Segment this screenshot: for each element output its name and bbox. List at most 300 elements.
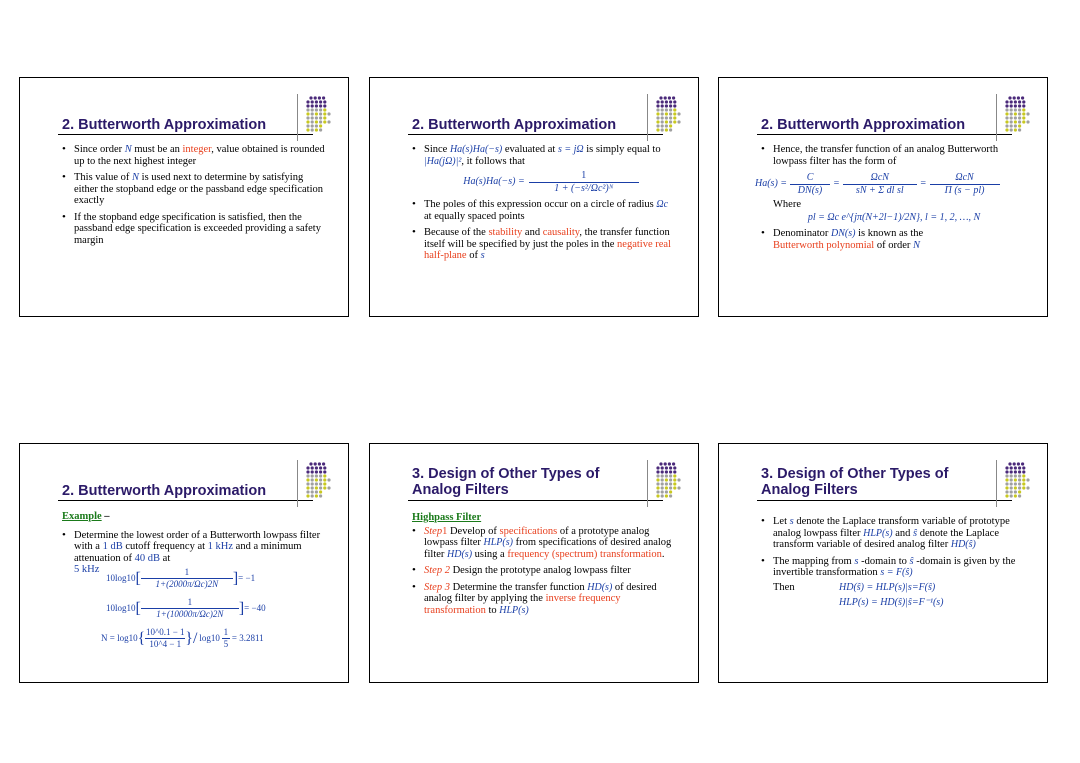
- logo-dot: [656, 466, 659, 469]
- logo-dot: [1022, 466, 1025, 469]
- logo-dot: [656, 116, 659, 119]
- logo-dot: [315, 478, 318, 481]
- logo-dot: [1018, 466, 1021, 469]
- logo-dot: [311, 128, 314, 131]
- logo-dot: [1014, 486, 1017, 489]
- dot-grid-logo: [655, 95, 685, 133]
- logo-dot: [314, 462, 317, 465]
- logo-dot: [1026, 120, 1029, 123]
- logo-dot: [323, 470, 326, 473]
- slide-3: [718, 77, 1048, 317]
- example-equations: [101, 566, 328, 651]
- logo-dot: [1022, 474, 1025, 477]
- bullet: • Let s denote the Laplace transform variable of prototype analog lowpass filter HLP(s) and ŝ denote the Laplace transform variable of desired analog filter HD(ŝ): [761, 516, 1027, 551]
- logo-dot: [677, 486, 680, 489]
- logo-dot: [1018, 112, 1021, 115]
- logo-dot: [1005, 494, 1008, 497]
- logo-dot: [311, 104, 314, 107]
- logo-dot: [1014, 494, 1017, 497]
- logo-dot: [673, 112, 676, 115]
- logo-dot: [311, 100, 314, 103]
- vertical-divider: [647, 460, 648, 507]
- bullet: • This value of N is used next to determine by satisfying either the stopband edge or the passband edge specification exactly: [62, 172, 328, 207]
- logo-dot: [323, 474, 326, 477]
- bullet: • Hence, the transfer function of an analog Butterworth lowpass filter has the form of: [761, 144, 1027, 167]
- logo-dot: [669, 120, 672, 123]
- logo-dot: [319, 116, 322, 119]
- logo-dot: [1022, 120, 1025, 123]
- logo-dot: [1018, 470, 1021, 473]
- vertical-divider: [297, 94, 298, 141]
- logo-dot: [319, 482, 322, 485]
- logo-dot: [1005, 128, 1008, 131]
- logo-dot: [665, 466, 668, 469]
- logo-dot: [1022, 100, 1025, 103]
- logo-dot: [1014, 474, 1017, 477]
- dot-grid-logo: [1004, 95, 1034, 133]
- logo-dot: [315, 108, 318, 111]
- logo-dot: [673, 466, 676, 469]
- logo-dot: [315, 100, 318, 103]
- logo-dot: [306, 104, 309, 107]
- equation: Ha(s)Ha(−s) = 1 1 + (−s²/Ωc²)ᴺ: [424, 170, 678, 194]
- logo-dot: [1010, 100, 1013, 103]
- slide-body: [62, 511, 328, 651]
- logo-dot: [1005, 124, 1008, 127]
- logo-dot: [661, 104, 664, 107]
- title-divider: [58, 500, 313, 501]
- logo-dot: [661, 108, 664, 111]
- logo-dot: [327, 486, 330, 489]
- title-divider: [58, 134, 313, 135]
- slide-1: [19, 77, 349, 317]
- logo-dot: [323, 486, 326, 489]
- logo-dot: [661, 116, 664, 119]
- logo-dot: [656, 128, 659, 131]
- logo-dot: [1018, 482, 1021, 485]
- equation-1: 10log10 [ 1 1+(2000π/Ωc)2N ] = −1: [106, 566, 256, 589]
- logo-dot: [669, 470, 672, 473]
- logo-dot: [673, 116, 676, 119]
- logo-dot: [306, 124, 309, 127]
- logo-dot: [1018, 486, 1021, 489]
- logo-dot: [669, 116, 672, 119]
- logo-dot: [315, 474, 318, 477]
- logo-dot: [319, 100, 322, 103]
- logo-dot: [659, 462, 662, 465]
- logo-dot: [656, 124, 659, 127]
- logo-dot: [669, 124, 672, 127]
- logo-dot: [1005, 108, 1008, 111]
- logo-dot: [665, 478, 668, 481]
- logo-dot: [673, 120, 676, 123]
- logo-dot: [1010, 128, 1013, 131]
- logo-dot: [1014, 112, 1017, 115]
- poles-equation: pl = Ωc e^{jπ(N+2l−1)/2N}, l = 1, 2, …, N: [807, 211, 981, 223]
- logo-dot: [1010, 116, 1013, 119]
- logo-dot: [1022, 486, 1025, 489]
- logo-dot: [656, 100, 659, 103]
- vertical-divider: [297, 460, 298, 507]
- slide-body: [761, 516, 1027, 609]
- slide-2: [369, 77, 699, 317]
- logo-dot: [673, 478, 676, 481]
- logo-dot: [673, 100, 676, 103]
- bullet: • The mapping from s -domain to ŝ -domain is given by the invertible transformation s = F(ŝ): [761, 556, 1027, 579]
- logo-dot: [306, 112, 309, 115]
- logo-dot: [306, 482, 309, 485]
- logo-dot: [1010, 112, 1013, 115]
- logo-dot: [311, 116, 314, 119]
- logo-dot: [1017, 96, 1020, 99]
- logo-dot: [1018, 100, 1021, 103]
- logo-dot: [311, 482, 314, 485]
- vertical-divider: [996, 94, 997, 141]
- title-divider: [408, 134, 663, 135]
- logo-dot: [1008, 96, 1011, 99]
- mapping-equation-2: HLP(s) = HD(ŝ)|ŝ=F⁻¹(s): [839, 597, 944, 608]
- logo-dot: [315, 120, 318, 123]
- logo-dot: [673, 104, 676, 107]
- logo-dot: [661, 470, 664, 473]
- logo-dot: [315, 494, 318, 497]
- logo-dot: [315, 124, 318, 127]
- logo-dot: [661, 494, 664, 497]
- logo-dot: [664, 96, 667, 99]
- logo-dot: [319, 466, 322, 469]
- logo-dot: [1014, 120, 1017, 123]
- logo-dot: [665, 120, 668, 123]
- logo-dot: [306, 116, 309, 119]
- logo-dot: [661, 100, 664, 103]
- logo-dot: [656, 108, 659, 111]
- logo-dot: [311, 490, 314, 493]
- logo-dot: [1022, 478, 1025, 481]
- where-label: Where: [773, 199, 801, 210]
- logo-dot: [323, 108, 326, 111]
- logo-dot: [323, 120, 326, 123]
- logo-dot: [1010, 482, 1013, 485]
- logo-dot: [1026, 112, 1029, 115]
- logo-dot: [1010, 490, 1013, 493]
- logo-dot: [306, 494, 309, 497]
- logo-dot: [1022, 104, 1025, 107]
- logo-dot: [306, 490, 309, 493]
- then-label: Then: [773, 581, 795, 593]
- logo-dot: [656, 120, 659, 123]
- title-divider: [408, 500, 663, 501]
- logo-dot: [677, 120, 680, 123]
- logo-dot: [669, 466, 672, 469]
- logo-dot: [319, 486, 322, 489]
- logo-dot: [309, 96, 312, 99]
- logo-dot: [1005, 116, 1008, 119]
- logo-dot: [673, 486, 676, 489]
- logo-dot: [1008, 462, 1011, 465]
- logo-dot: [672, 96, 675, 99]
- logo-dot: [1005, 112, 1008, 115]
- slide-4: [19, 443, 349, 683]
- logo-dot: [1014, 104, 1017, 107]
- mapping-equations: [761, 582, 1027, 609]
- logo-dot: [1005, 466, 1008, 469]
- logo-dot: [1018, 494, 1021, 497]
- slide-title: 2. Butterworth Approximation: [62, 483, 267, 499]
- logo-dot: [664, 462, 667, 465]
- logo-dot: [661, 486, 664, 489]
- logo-dot: [656, 474, 659, 477]
- logo-dot: [1014, 108, 1017, 111]
- logo-dot: [319, 104, 322, 107]
- logo-dot: [665, 124, 668, 127]
- logo-dot: [1014, 128, 1017, 131]
- logo-dot: [319, 120, 322, 123]
- logo-dot: [319, 124, 322, 127]
- logo-dot: [1022, 470, 1025, 473]
- bullet: • Since order N must be an integer, value obtained is rounded up to the next highest integer: [62, 144, 328, 167]
- dot-grid-logo: [305, 461, 335, 499]
- logo-dot: [1018, 104, 1021, 107]
- logo-dot: [1010, 478, 1013, 481]
- logo-dot: [319, 112, 322, 115]
- logo-dot: [665, 482, 668, 485]
- slide-title: 2. Butterworth Approximation: [412, 117, 617, 133]
- logo-dot: [311, 120, 314, 123]
- bullet: • The poles of this expression occur on a circle of radius Ωc at equally spaced points: [412, 199, 678, 222]
- logo-dot: [673, 474, 676, 477]
- logo-dot: [315, 482, 318, 485]
- logo-dot: [1005, 490, 1008, 493]
- logo-dot: [322, 96, 325, 99]
- dot-grid-logo: [655, 461, 685, 499]
- example-heading: Example –: [62, 511, 110, 522]
- logo-dot: [309, 462, 312, 465]
- equation-2: 10log10 [ 1 1+(10000π/Ωc)2N ] = −40: [106, 596, 266, 619]
- logo-dot: [669, 494, 672, 497]
- logo-dot: [323, 466, 326, 469]
- dot-grid-logo: [305, 95, 335, 133]
- logo-dot: [1010, 120, 1013, 123]
- bullet: • Step 2 Design the prototype analog lowpass filter: [412, 565, 678, 577]
- logo-dot: [669, 490, 672, 493]
- logo-dot: [323, 482, 326, 485]
- logo-dot: [323, 478, 326, 481]
- logo-dot: [1022, 482, 1025, 485]
- logo-dot: [327, 112, 330, 115]
- logo-dot: [1010, 108, 1013, 111]
- logo-dot: [311, 486, 314, 489]
- logo-dot: [1010, 124, 1013, 127]
- logo-dot: [323, 112, 326, 115]
- bullet: • Determine the lowest order of a Butterworth lowpass filter with a 1 dB cutoff frequency at 1 kHz and a minimum attenuation of 40 dB at 5 kHz: [62, 530, 328, 576]
- title-divider: [757, 500, 1012, 501]
- logo-dot: [665, 128, 668, 131]
- logo-dot: [306, 474, 309, 477]
- logo-dot: [315, 486, 318, 489]
- logo-dot: [1018, 108, 1021, 111]
- logo-dot: [1014, 100, 1017, 103]
- logo-dot: [311, 478, 314, 481]
- bullet: • Because of the stability and causality, the transfer function itself will be specified by just the poles in the negative real half-plane of s: [412, 227, 678, 262]
- logo-dot: [661, 474, 664, 477]
- logo-dot: [669, 478, 672, 481]
- logo-dot: [1010, 470, 1013, 473]
- logo-dot: [319, 478, 322, 481]
- slide-6: [718, 443, 1048, 683]
- dot-grid-logo: [1004, 461, 1034, 499]
- logo-dot: [1022, 112, 1025, 115]
- logo-dot: [1005, 482, 1008, 485]
- logo-dot: [669, 100, 672, 103]
- logo-dot: [319, 494, 322, 497]
- bullet: • If the stopband edge specification is satisfied, then the passband edge specification is exceeded providing a safety margin: [62, 212, 328, 247]
- logo-dot: [656, 478, 659, 481]
- logo-dot: [315, 116, 318, 119]
- logo-dot: [1014, 478, 1017, 481]
- mapping-equation-1: HD(ŝ) = HLP(s)|s=F(ŝ): [839, 581, 936, 593]
- slide-body: [412, 144, 678, 267]
- logo-dot: [656, 494, 659, 497]
- logo-dot: [1005, 120, 1008, 123]
- logo-dot: [1005, 486, 1008, 489]
- logo-dot: [306, 120, 309, 123]
- logo-dot: [319, 470, 322, 473]
- logo-dot: [673, 108, 676, 111]
- logo-dot: [306, 108, 309, 111]
- logo-dot: [311, 124, 314, 127]
- logo-dot: [669, 108, 672, 111]
- logo-dot: [315, 470, 318, 473]
- logo-dot: [1005, 474, 1008, 477]
- logo-dot: [323, 104, 326, 107]
- logo-dot: [665, 100, 668, 103]
- logo-dot: [327, 478, 330, 481]
- logo-dot: [1018, 478, 1021, 481]
- logo-dot: [673, 470, 676, 473]
- logo-dot: [319, 490, 322, 493]
- logo-dot: [669, 482, 672, 485]
- logo-dot: [306, 486, 309, 489]
- slide-5: [369, 443, 699, 683]
- logo-dot: [661, 482, 664, 485]
- logo-dot: [1005, 478, 1008, 481]
- logo-dot: [661, 112, 664, 115]
- logo-dot: [1014, 470, 1017, 473]
- slide-title: 2. Butterworth Approximation: [761, 117, 966, 133]
- logo-dot: [656, 104, 659, 107]
- equation-3: N = log10 { 10^0.1 − 1 10^4 − 1 } / log10 1 5 = 3.2811: [101, 626, 264, 649]
- logo-dot: [1018, 124, 1021, 127]
- slide-title: 3. Design of Other Types of Analog Filters: [761, 466, 949, 498]
- logo-dot: [318, 96, 321, 99]
- logo-dot: [1021, 462, 1024, 465]
- logo-dot: [1014, 466, 1017, 469]
- logo-dot: [318, 462, 321, 465]
- logo-dot: [669, 486, 672, 489]
- logo-dot: [665, 486, 668, 489]
- logo-dot: [656, 470, 659, 473]
- logo-dot: [665, 490, 668, 493]
- logo-dot: [1018, 120, 1021, 123]
- logo-dot: [1022, 116, 1025, 119]
- logo-dot: [311, 466, 314, 469]
- logo-dot: [1014, 490, 1017, 493]
- logo-dot: [319, 474, 322, 477]
- logo-dot: [311, 470, 314, 473]
- logo-dot: [306, 128, 309, 131]
- logo-dot: [1014, 124, 1017, 127]
- logo-dot: [311, 494, 314, 497]
- logo-dot: [1026, 486, 1029, 489]
- logo-dot: [1026, 478, 1029, 481]
- logo-dot: [656, 490, 659, 493]
- logo-dot: [656, 112, 659, 115]
- logo-dot: [315, 466, 318, 469]
- logo-dot: [1005, 100, 1008, 103]
- logo-dot: [1005, 470, 1008, 473]
- logo-dot: [673, 482, 676, 485]
- logo-dot: [315, 490, 318, 493]
- logo-dot: [665, 116, 668, 119]
- logo-dot: [661, 120, 664, 123]
- logo-dot: [1018, 490, 1021, 493]
- logo-dot: [306, 100, 309, 103]
- logo-dot: [661, 490, 664, 493]
- logo-dot: [319, 128, 322, 131]
- bullet: • Step 3 Determine the transfer function HD(s) of desired analog filter by applying the inverse frequency transformation to HLP(s): [412, 582, 678, 617]
- logo-dot: [677, 112, 680, 115]
- logo-dot: [668, 96, 671, 99]
- logo-dot: [661, 124, 664, 127]
- logo-dot: [665, 112, 668, 115]
- logo-dot: [1018, 116, 1021, 119]
- logo-dot: [306, 478, 309, 481]
- logo-dot: [1018, 474, 1021, 477]
- logo-dot: [1013, 462, 1016, 465]
- transfer-function-equation: Ha(s) = C DN(s) = ΩcN sN + Σ dl sl = ΩcN Π (s − pl): [755, 172, 1027, 196]
- logo-dot: [1010, 486, 1013, 489]
- logo-dot: [1010, 494, 1013, 497]
- logo-dot: [1018, 128, 1021, 131]
- logo-dot: [315, 128, 318, 131]
- logo-dot: [323, 116, 326, 119]
- slide-body: [412, 512, 678, 621]
- logo-dot: [665, 474, 668, 477]
- title-divider: [757, 134, 1012, 135]
- logo-dot: [1017, 462, 1020, 465]
- logo-dot: [669, 474, 672, 477]
- logo-dot: [672, 462, 675, 465]
- logo-dot: [661, 478, 664, 481]
- logo-dot: [669, 112, 672, 115]
- logo-dot: [656, 482, 659, 485]
- logo-dot: [314, 96, 317, 99]
- logo-dot: [311, 112, 314, 115]
- vertical-divider: [647, 94, 648, 141]
- logo-dot: [327, 120, 330, 123]
- logo-dot: [1022, 108, 1025, 111]
- logo-dot: [665, 108, 668, 111]
- logo-dot: [1014, 116, 1017, 119]
- vertical-divider: [996, 460, 997, 507]
- logo-dot: [306, 466, 309, 469]
- logo-dot: [315, 112, 318, 115]
- logo-dot: [1010, 474, 1013, 477]
- logo-dot: [311, 108, 314, 111]
- logo-dot: [1021, 96, 1024, 99]
- logo-dot: [315, 104, 318, 107]
- logo-dot: [1014, 482, 1017, 485]
